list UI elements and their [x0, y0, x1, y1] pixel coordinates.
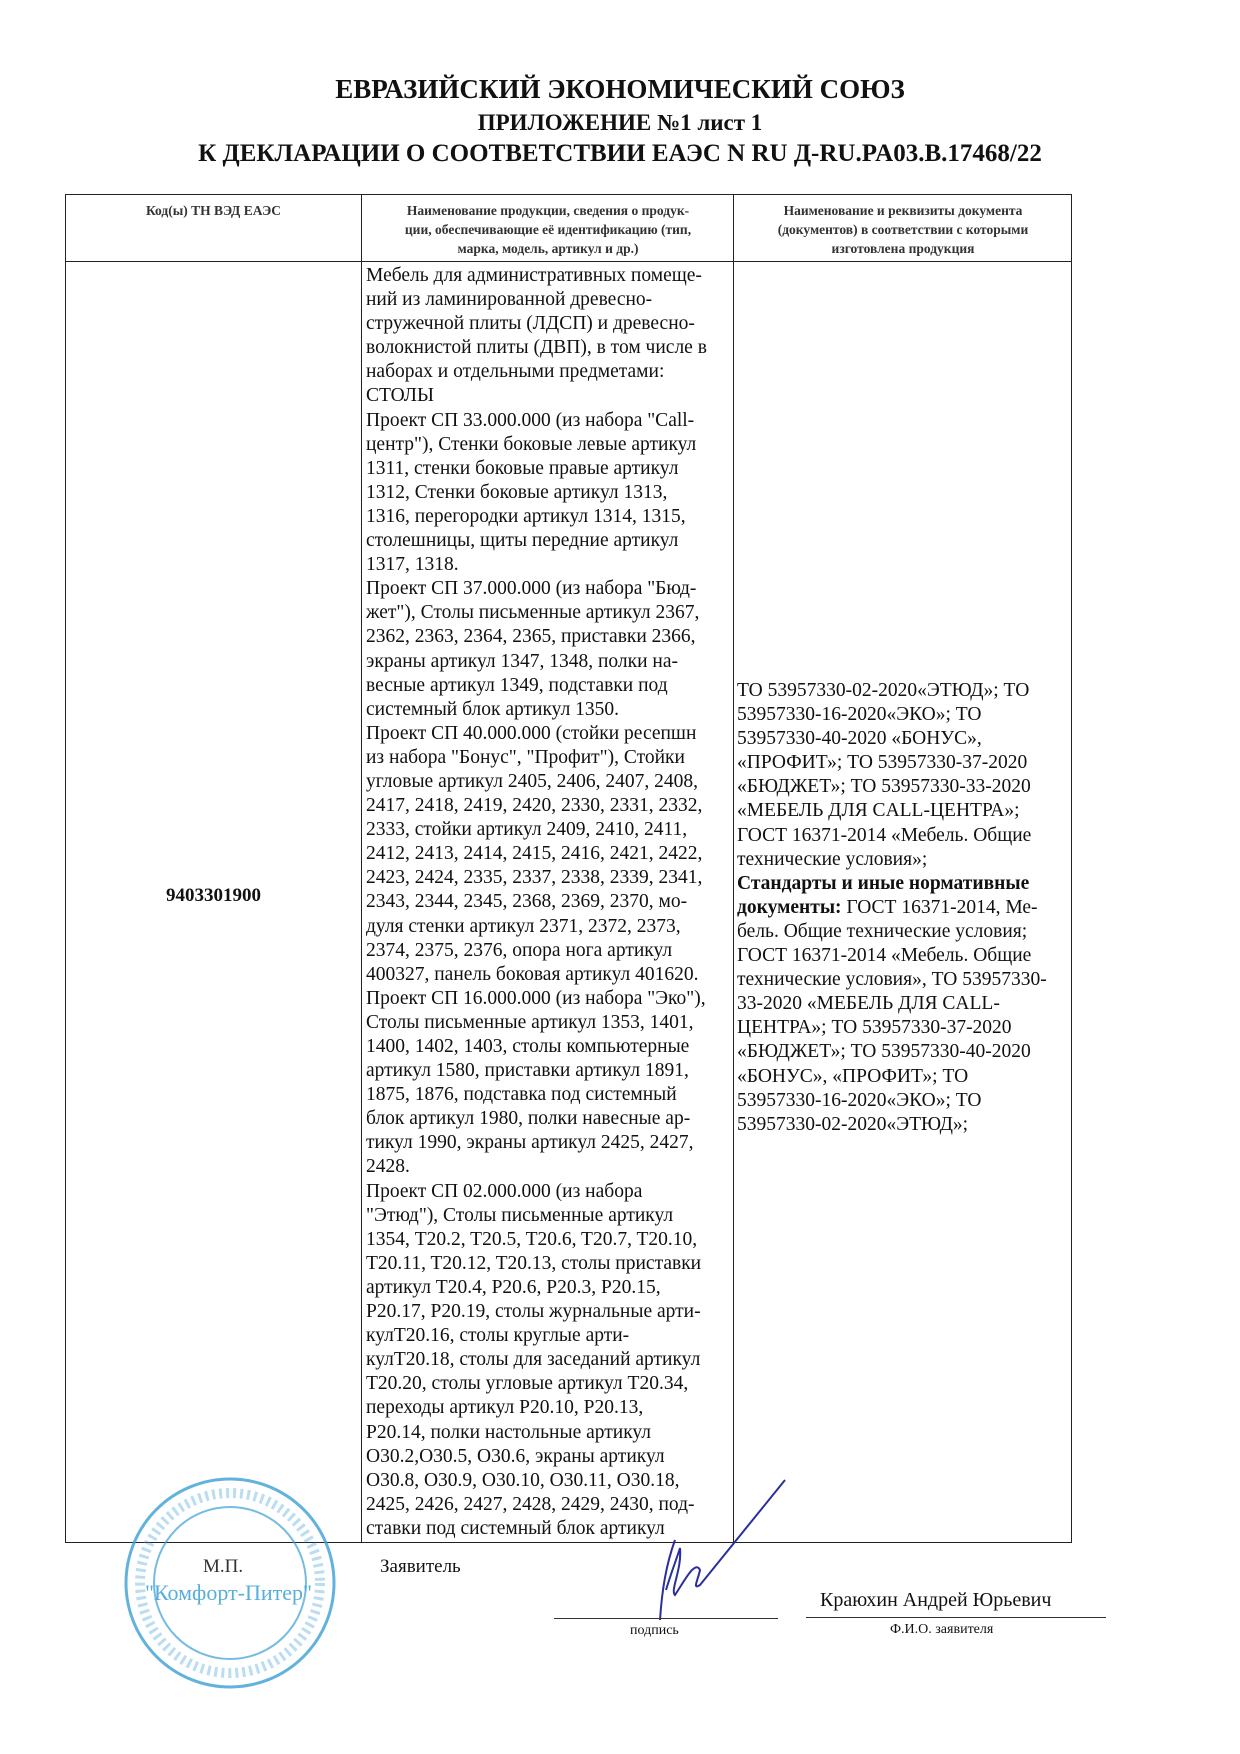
union-title: ЕВРАЗИЙСКИЙ ЭКОНОМИЧЕСКИЙ СОЮЗ — [335, 74, 905, 104]
declaration-title: К ДЕКЛАРАЦИИ О СООТВЕТСТВИИ ЕАЭС N RU Д-RU.PA03.B.17468/22 — [198, 140, 1042, 167]
standards-list: ГОСТ 16371-2014, Ме- бель. Общие технические условия; ГОСТ 16371-2014 «Мебель. Общие технические условия», ТО 53957330- 33-2020 «МЕБЕЛЬ ДЛЯ CALL- ЦЕНТРА»; ТО 53957330-37-2020 «БЮДЖЕТ»; ТО 53957330-40-2020 «БОНУС», «ПРОФИТ»; ТО 53957330-16-2020«ЭКО»; ТО 53957330-02-2020«ЭТЮД»; — [737, 896, 1047, 1135]
hs-code: 9403301900 — [166, 885, 261, 906]
signature-icon — [600, 1470, 800, 1630]
header-divider — [66, 261, 1071, 262]
signature-line — [554, 1618, 778, 1619]
signature-caption: подпись — [630, 1623, 679, 1638]
header-product: Наименование продукции, сведения о продук- ции, обеспечивающие её идентификацию (тип, марка, модель, артикул и др.) — [404, 203, 692, 256]
appendix-title: ПРИЛОЖЕНИЕ №1 лист 1 — [477, 110, 763, 135]
applicant-label: Заявитель — [380, 1556, 461, 1577]
product-description: Мебель для административных помеще- ний из ламинированной древесно- стружечной плиты (ЛДСП) и древесно- волокнистой плиты (ДВП), в том числе в наборах и отдельными предметами: СТОЛЫ Проект СП 33.000.000 (из набора "Call- центр"), Стенки боковые левые артикул 1311, стенки боковые правые артикул 1312, Стенки боковые артикул 1313, 1316, перегородки артикул 1314, 1315, столешницы, щиты передние артикул 1317, 1318. Проект СП 37.000.000 (из набора "Бюд- жет"), Столы письменные артикул 2367, 2362, 2363, 2364, 2365, приставки 2366, экраны артикул 1347, 1348, полки на- весные артикул 1349, подставки под системный блок артикул 1350. Проект СП 40.000.000 (стойки ресепшн из набора "Бонус", "Профит"), Стойки угловые артикул 2405, 2406, 2407, 2408, 2417, 2418, 2419, 2420, 2330, 2331, 2332, 2333, стойки артикул 2409, 2410, 2411, 2412, 2413, 2414, 2415, 2416, 2421, 2422, 2423, 2424, 2335, 2337, 2338, 2339, 2341, 2343, 2344, 2345, 2368, 2369, 2370, мо- дуля стенки артикул 2371, 2372, 2373, 2374, 2375, 2376, опора нога артикул 400327, панель боковая артикул 401620. Проект СП 16.000.000 (из набора "Эко"), Столы письменные артикул 1353, 1401, 1400, 1402, 1403, столы компьютерные артикул 1580, приставки артикул 1891, 1875, 1876, подставка под системный блок артикул 1980, полки навесные ар- тикул 1990, экраны артикул 2425, 2427, 2428. Проект СП 02.000.000 (из набора "Этюд"), Столы письменные артикул 1354, T20.2, T20.5, T20.6, T20.7, T20.10, T20.11, T20.12, T20.13, столы приставки артикул T20.4, P20.6, P20.3, P20.15, P20.17, P20.19, столы журнальные арти- кулT20.16, столы круглые арти- кулT20.18, столы для заседаний артикул T20.20, столы угловые артикул T20.34, переходы артикул P20.10, P20.13, P20.14, полки настольные артикул O30.2,O30.5, O30.6, экраны артикул O30.8, O30.9, O30.10, O30.11, O30.18, 2425, 2426, 2427, 2428, 2429, 2430, под- ставки под системный блок артикул — [366, 265, 707, 1539]
documents-list: ТО 53957330-02-2020«ЭТЮД»; ТО 53957330-16-2020«ЭКО»; ТО 53957330-40-2020 «БОНУС», «ПРОФИТ»; ТО 53957330-37-2020 «БЮДЖЕТ»; ТО 53957330-33-2020 «МЕБЕЛЬ ДЛЯ CALL-ЦЕНТРА»; ГОСТ 16371-2014 «Мебель. Общие технические условия»; — [737, 680, 1032, 870]
header-documents: Наименование и реквизиты документа (документов) в соответствии с которыми изготовлена продукция — [777, 203, 1029, 256]
applicant-name: Краюхин Андрей Юрьевич — [820, 1589, 1052, 1611]
seal-company: "Комфорт-Питер" — [145, 1580, 312, 1605]
header-code: Код(ы) ТН ВЭД ЕАЭС — [145, 203, 282, 218]
name-line — [806, 1617, 1106, 1618]
declaration-table — [65, 194, 1072, 1543]
documents-cell — [737, 679, 1071, 1137]
column-divider — [733, 195, 734, 1542]
column-divider — [361, 195, 362, 1542]
name-caption: Ф.И.О. заявителя — [890, 1622, 994, 1637]
seal-label: М.П. — [203, 1556, 244, 1577]
standards-label: Стандарты и иные нормативные документы: — [737, 872, 1030, 918]
